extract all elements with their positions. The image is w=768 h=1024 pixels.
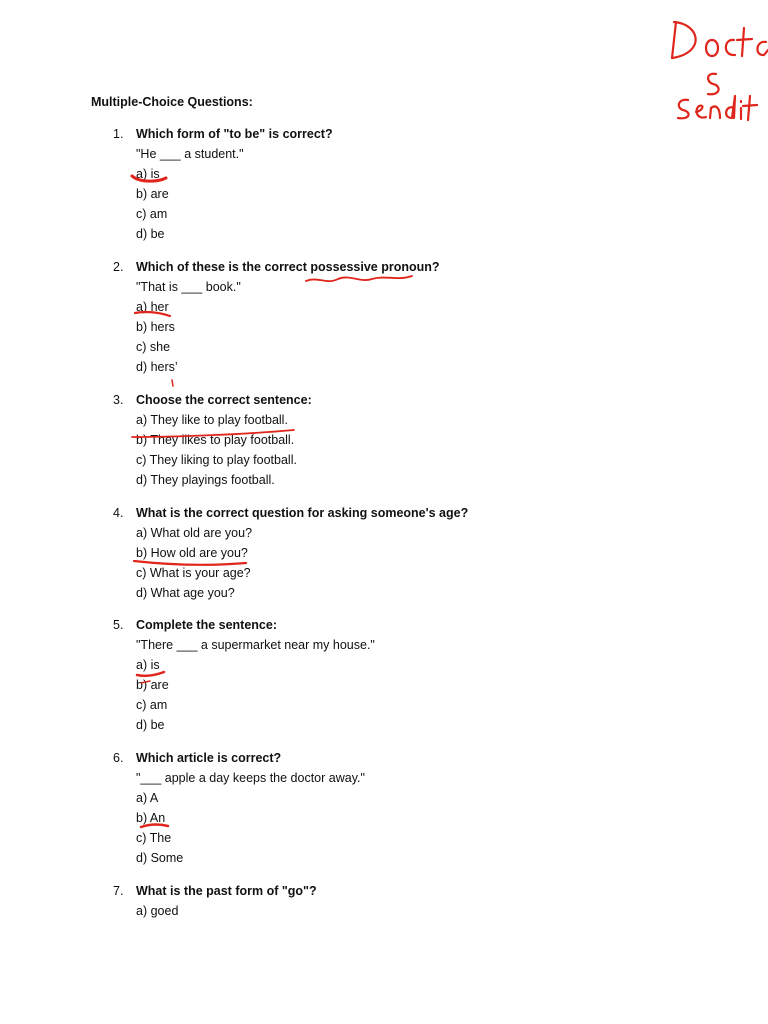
question-prompt: "___ apple a day keeps the doctor away." [136,771,365,785]
question-prompt: "He ___ a student." [136,147,244,161]
option-a: a) They like to play football. [136,413,288,427]
question-text: Which form of "to be" is correct? [136,127,333,141]
handwritten-note [672,22,768,120]
option-c: c) am [136,207,168,221]
option-a: a) goed [136,904,179,918]
question-text: Which article is correct? [136,751,282,765]
option-d: d) They playings football. [136,473,275,487]
question-3 [113,390,713,490]
option-b: b) are [136,678,169,692]
option-a: a) What old are you? [136,526,253,540]
question-number: 3. [113,393,124,407]
question-2 [113,257,713,377]
question-text: Complete the sentence: [136,618,278,632]
option-b: b) hers [136,320,175,334]
option-c: c) What is your age? [136,566,251,580]
question-prompt: "There ___ a supermarket near my house." [136,638,375,652]
option-d: d) be [136,227,165,241]
question-5 [113,615,713,735]
section-heading: Multiple-Choice Questions: [91,95,253,109]
question-1 [113,124,713,244]
question-text: Choose the correct sentence: [136,393,312,407]
question-number: 5. [113,618,124,632]
option-b: b) They likes to play football. [136,433,295,447]
question-prompt: "That is ___ book." [136,280,241,294]
option-b: b) are [136,187,169,201]
option-a: a) is [136,658,160,672]
option-c: c) she [136,340,171,354]
question-number: 1. [113,127,124,141]
question-number: 6. [113,751,124,765]
option-c: c) am [136,698,168,712]
option-a: a) her [136,300,169,314]
question-number: 7. [113,884,124,898]
question-text: What is the correct question for asking someone's age? [136,506,469,520]
option-d: d) be [136,718,165,732]
question-number: 4. [113,506,124,520]
option-d: d) hers’ [136,360,178,374]
option-c: c) The [136,831,172,845]
tick-mark [172,380,173,386]
option-a: a) is [136,167,160,181]
question-7 [113,881,713,921]
option-b: b) How old are you? [136,546,248,560]
question-text: Which of these is the correct possessive pronoun? [136,260,440,274]
option-b: b) An [136,811,166,825]
question-6 [113,748,713,868]
question-number: 2. [113,260,124,274]
option-a: a) A [136,791,159,805]
option-c: c) They liking to play football. [136,453,297,467]
question-4 [113,503,713,603]
option-d: d) What age you? [136,586,235,600]
question-text: What is the past form of "go"? [136,884,317,898]
option-d: d) Some [136,851,184,865]
